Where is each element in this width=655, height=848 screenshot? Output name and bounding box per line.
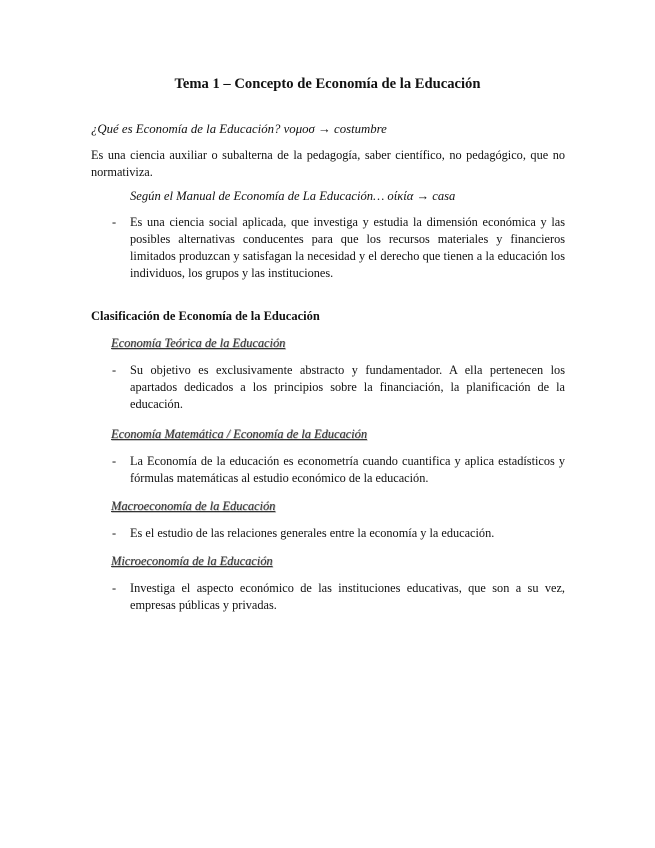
- bullet-text: Investiga el aspecto económico de las instituciones educativas, que son a su vez, empresas públicas y privadas.: [130, 581, 565, 612]
- intro-definition: Es una ciencia auxiliar o subalterna de la pedagogía, saber científico, no pedagógico, que no normativiza.: [91, 148, 565, 179]
- bullet-text: La Economía de la educación es econometría cuando cuantifica y aplica estadísticos y fórmulas matemáticas al estudio económico de la educación.: [130, 454, 565, 485]
- intro-question-prefix: ¿Qué es Economía de la Educación? νομοσ: [91, 122, 319, 136]
- manual-reference: [130, 188, 455, 205]
- list-item: [91, 362, 565, 413]
- list-item: [91, 580, 565, 614]
- manual-reference-suffix: casa: [429, 189, 456, 203]
- list-item: [91, 453, 565, 487]
- intro-question: [91, 121, 387, 138]
- bullet-dash: -: [112, 215, 117, 229]
- bullet-dash: -: [112, 454, 117, 468]
- bullet-text: Es una ciencia social aplicada, que investiga y estudia la dimensión económica y las posibles alternativas conducentes para que los recursos materiales y financieros limitados produzcan y satisfagan la necesidad y el derecho que tienen a la educación los individuos, los grupos y las instituciones.: [130, 215, 565, 280]
- bullet-dash: -: [112, 526, 117, 540]
- bullet-text: Su objetivo es exclusivamente abstracto y fundamentador. A ella pertenecen los apartados dedicados a los principios sobre la financiación, la planificación de la educación.: [130, 363, 565, 411]
- bullet-text: Es el estudio de las relaciones generales entre la economía y la educación.: [130, 526, 495, 540]
- subheading-economia-matematica: Economía Matemática / Economía de la Educación: [111, 427, 368, 441]
- intro-question-suffix: costumbre: [330, 122, 387, 136]
- subheading-microeconomia: Microeconomía de la Educación: [111, 554, 273, 568]
- subheading-economia-teorica: Economía Teórica de la Educación: [111, 336, 286, 350]
- bullet-dash: -: [112, 581, 117, 595]
- right-arrow-icon: →: [416, 189, 430, 203]
- subheading-macroeconomia: Macroeconomía de la Educación: [111, 499, 276, 513]
- bullet-dash: -: [112, 363, 117, 377]
- manual-reference-prefix: Según el Manual de Economía de La Educación… οίκία: [130, 189, 417, 203]
- page-title: Tema 1 – Concepto de Economía de la Educación: [174, 76, 481, 92]
- right-arrow-icon: →: [318, 122, 331, 136]
- list-item: [91, 214, 565, 282]
- section-heading: Clasificación de Economía de la Educación: [91, 309, 320, 323]
- list-item: [91, 525, 565, 542]
